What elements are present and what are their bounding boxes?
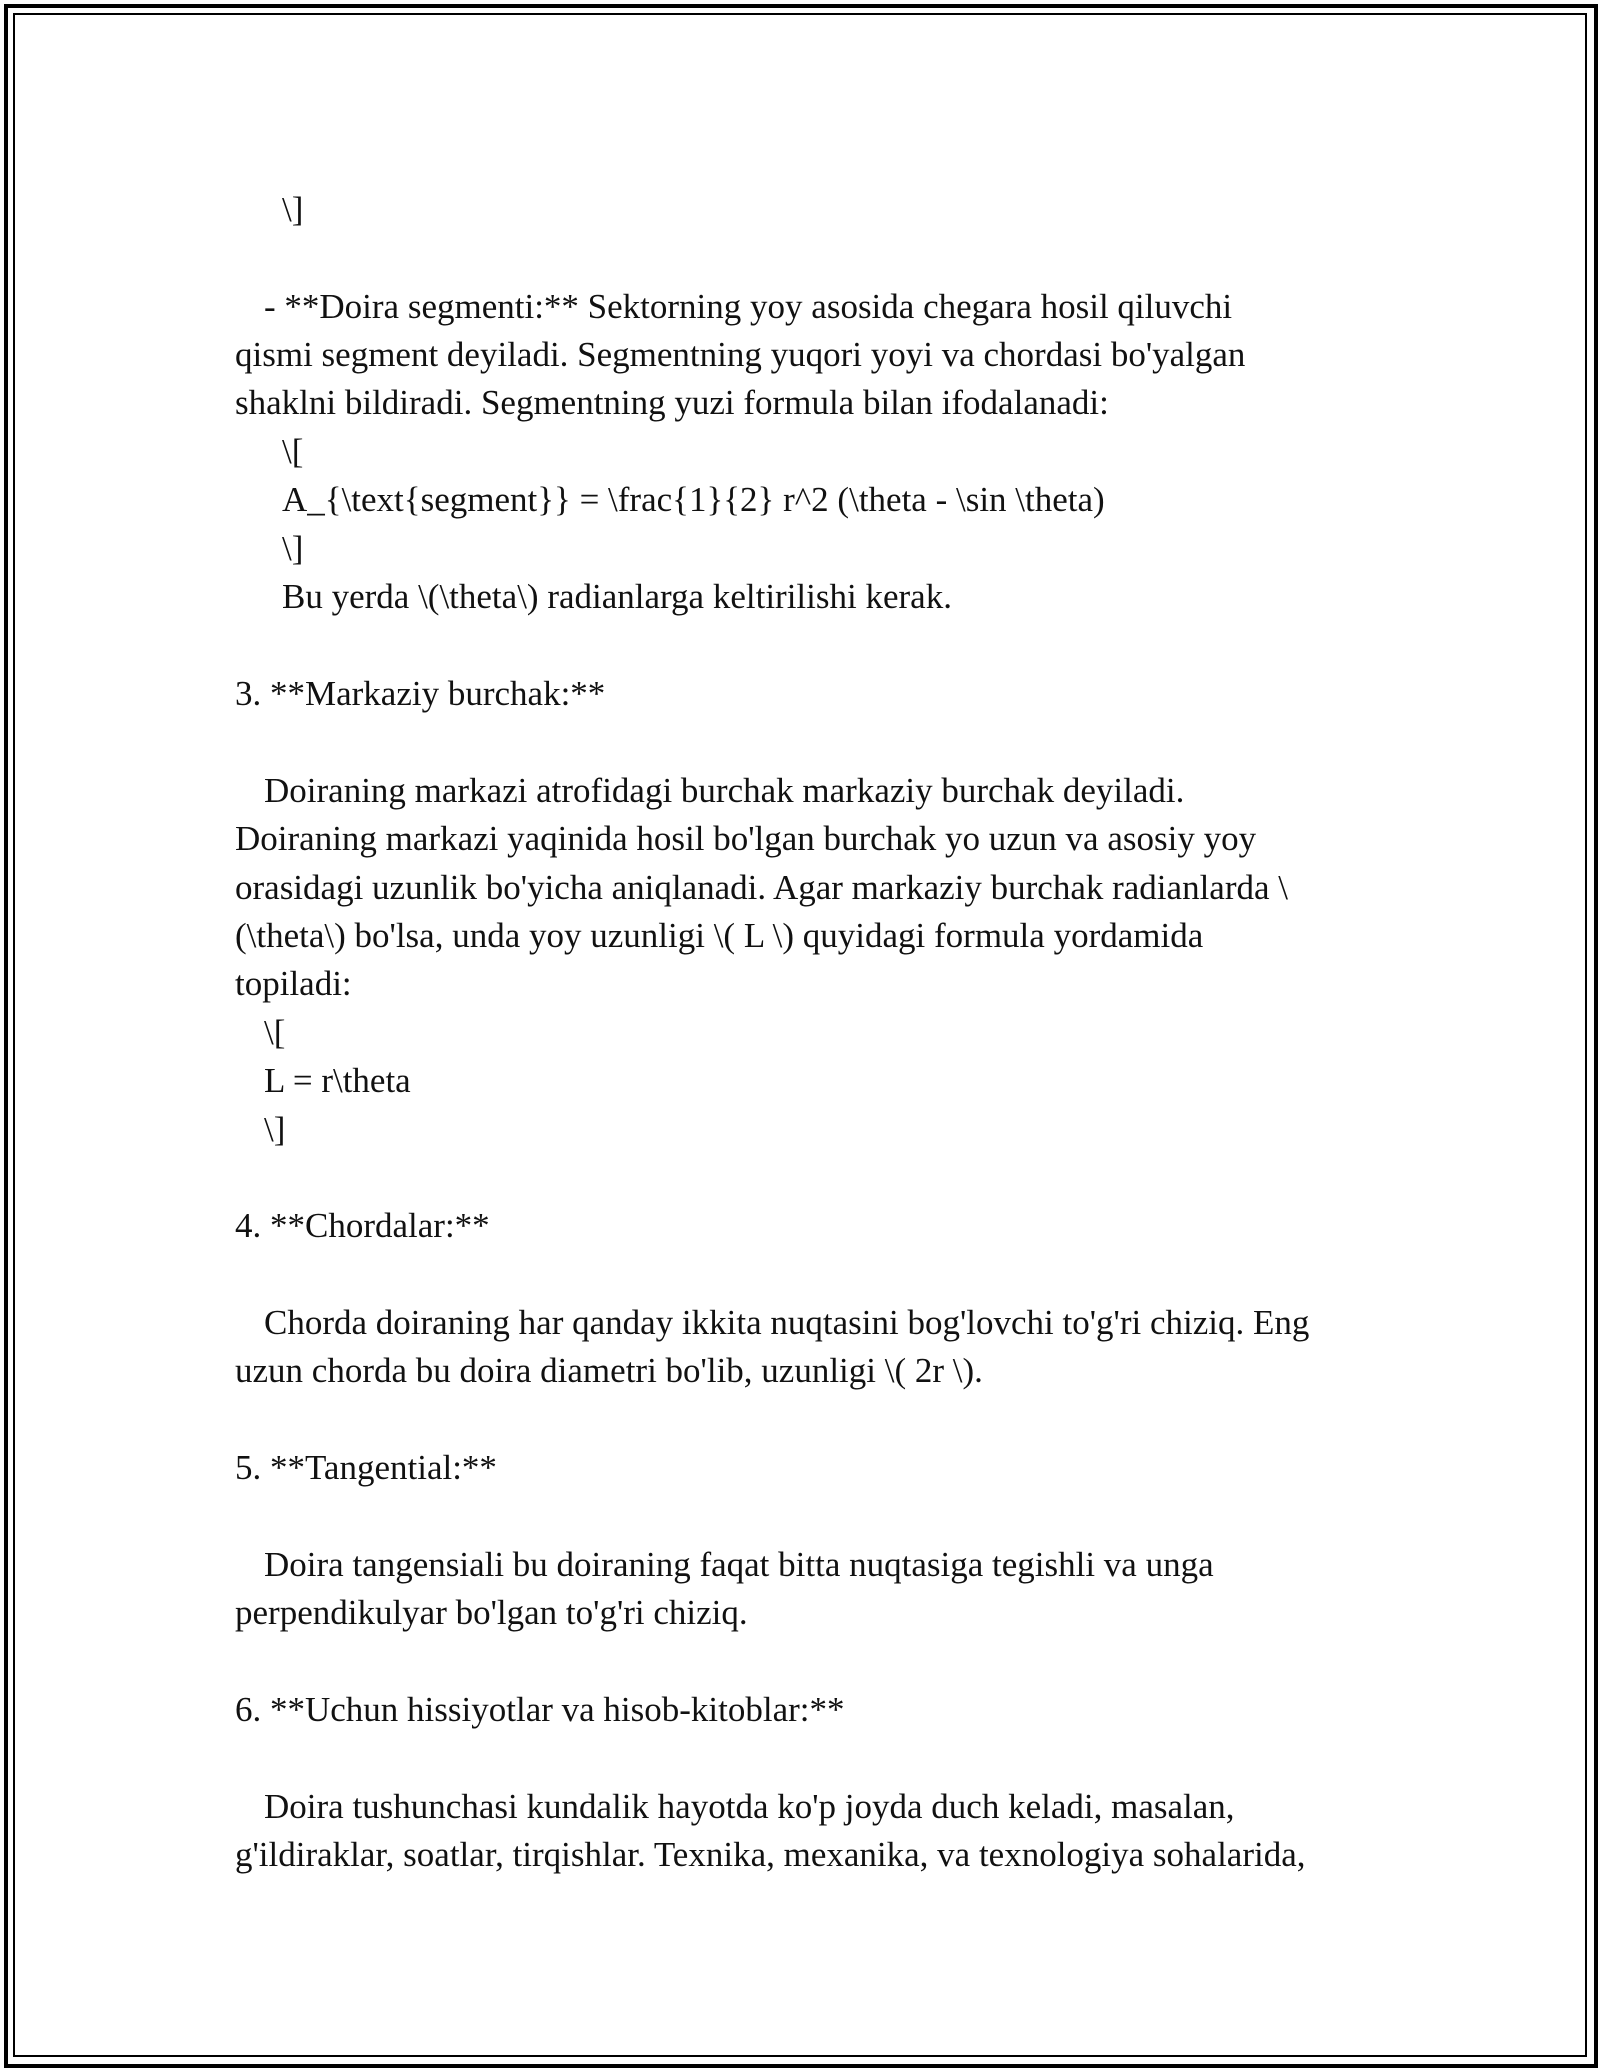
text-line: \[ — [282, 432, 304, 471]
text-line: Doira tushunchasi kundalik hayotda ko'p joyda duch keladi, masalan, — [264, 1787, 1235, 1826]
text-line: orasidagi uzunlik bo'yicha aniqlanadi. Agar markaziy burchak radianlarda \ — [235, 868, 1288, 907]
section-heading: 5. **Tangential:** — [235, 1448, 497, 1487]
text-line: Bu yerda \(\theta\) radianlarga keltirilishi kerak. — [282, 577, 952, 616]
text-line: Doiraning markazi atrofidagi burchak markaziy burchak deyiladi. — [264, 771, 1185, 810]
text-line: shaklni bildiradi. Segmentning yuzi formula bilan ifodalanadi: — [235, 383, 1109, 422]
text-line: \] — [264, 1110, 286, 1149]
text-line: \] — [282, 529, 304, 568]
text-line: g'ildiraklar, soatlar, tirqishlar. Texnika, mexanika, va texnologiya sohalarida, — [235, 1835, 1306, 1874]
text-line: (\theta\) bo'lsa, unda yoy uzunligi \( L \) quyidagi formula yordamida — [235, 916, 1204, 955]
text-line: \[ — [264, 1013, 286, 1052]
text-line: \] — [282, 190, 304, 229]
formula-line: L = r\theta — [264, 1061, 411, 1100]
text-line: qismi segment deyiladi. Segmentning yuqori yoyi va chordasi bo'yalgan — [235, 335, 1246, 374]
text-line: Chorda doiraning har qanday ikkita nuqtasini bog'lovchi to'g'ri chiziq. Eng — [264, 1303, 1310, 1342]
text-line: - **Doira segmenti:** Sektorning yoy asosida chegara hosil qiluvchi — [264, 287, 1233, 326]
text-line: topiladi: — [235, 964, 352, 1003]
text-line: Doira tangensiali bu doiraning faqat bitta nuqtasiga tegishli va unga — [264, 1545, 1214, 1584]
section-heading: 6. **Uchun hissiyotlar va hisob-kitoblar:** — [235, 1690, 845, 1729]
text-line: Doiraning markazi yaqinida hosil bo'lgan burchak yo uzun va asosiy yoy — [235, 819, 1257, 858]
text-line: uzun chorda bu doira diametri bo'lib, uzunligi \( 2r \). — [235, 1351, 983, 1390]
formula-line: A_{\text{segment}} = \frac{1}{2} r^2 (\theta - \sin \theta) — [282, 480, 1105, 519]
section-heading: 3. **Markaziy burchak:** — [235, 674, 606, 713]
section-heading: 4. **Chordalar:** — [235, 1206, 490, 1245]
text-line: perpendikulyar bo'lgan to'g'ri chiziq. — [235, 1593, 748, 1632]
